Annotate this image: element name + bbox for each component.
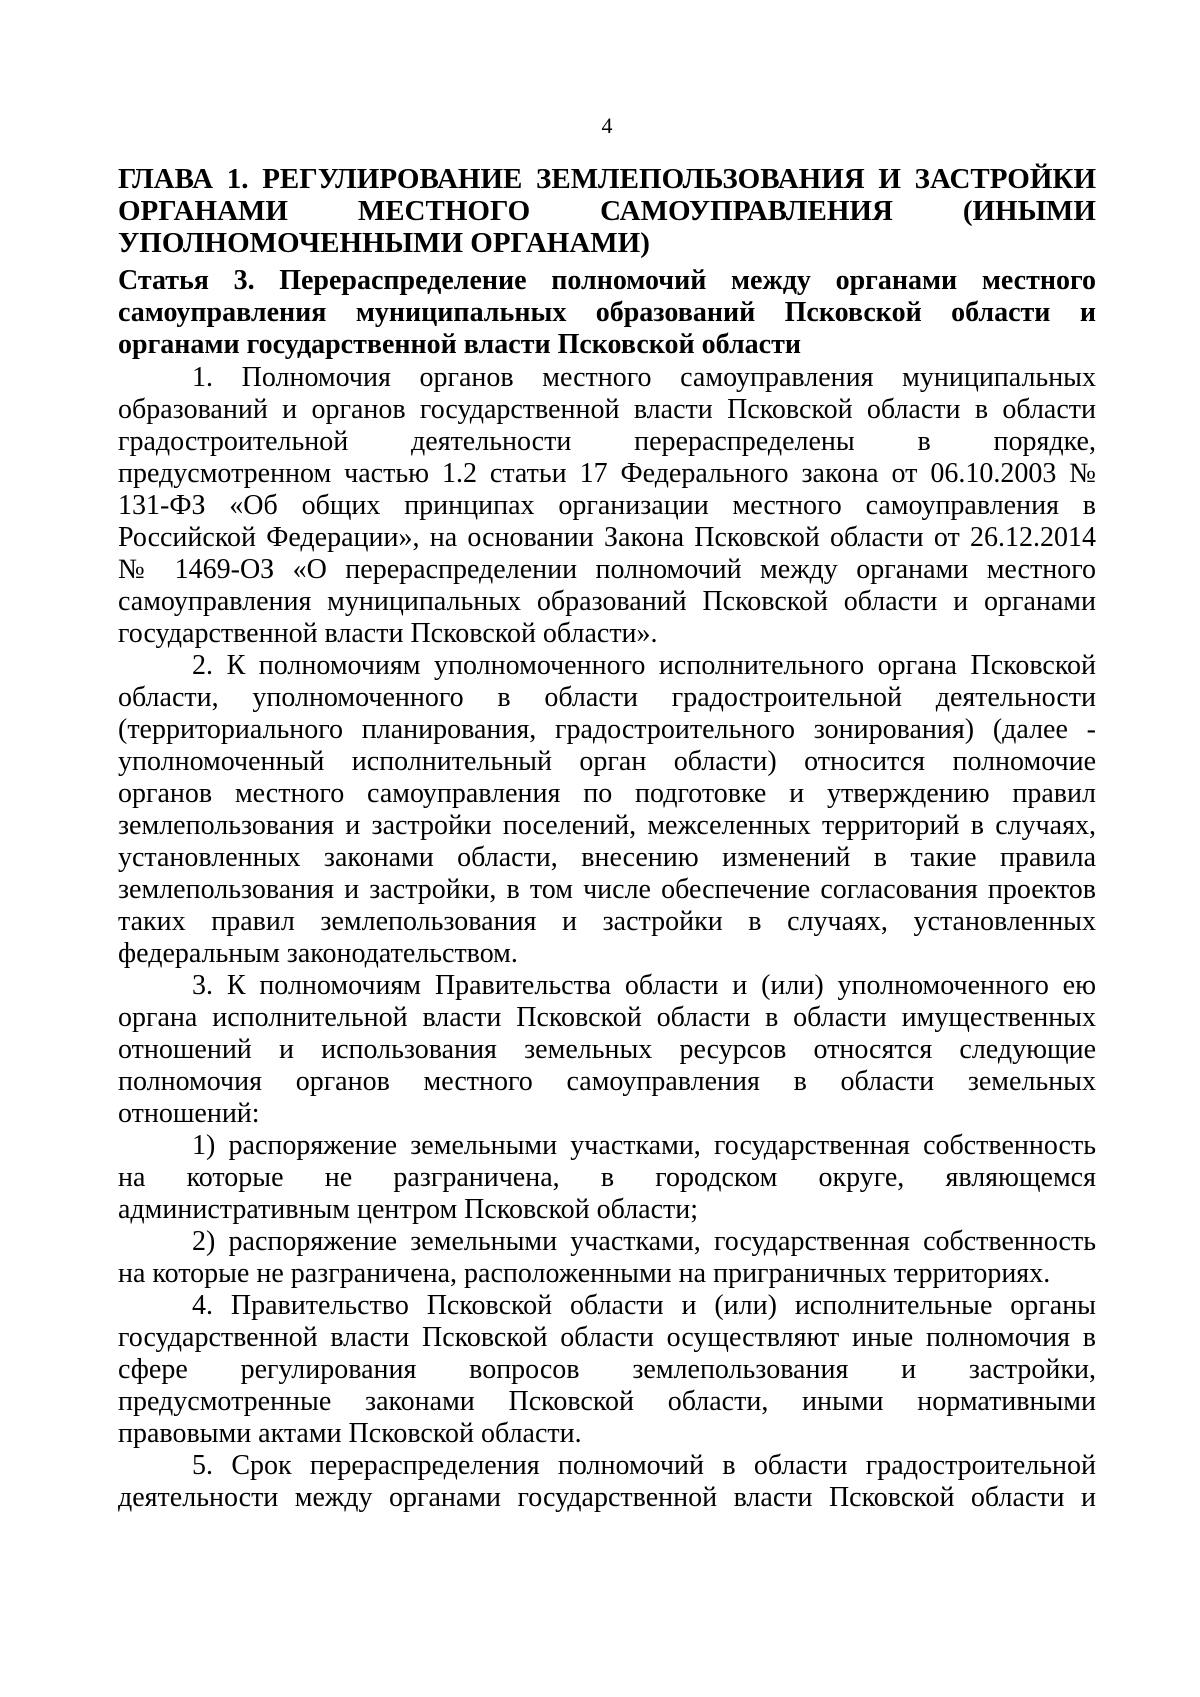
body-line: области, уполномоченного в области градостроительной деятельности	[118, 682, 1096, 713]
body-line: Российской Федерации», на основании Закона Псковской области от 26.12.2014	[118, 522, 1096, 553]
body-line: государственной власти Псковской области».	[118, 618, 658, 649]
body-line: федеральным законодательством.	[118, 938, 518, 969]
body-line: 1) распоряжение земельными участками, государственная собственность	[192, 1130, 1096, 1161]
body-line: 1. Полномочия органов местного самоуправления муниципальных	[192, 362, 1096, 393]
body-line: полномочия органов местного самоуправления в области земельных	[118, 1066, 1096, 1097]
body-line: таких правил землепользования и застройки в случаях, установленных	[118, 906, 1096, 937]
body-line: отношений:	[118, 1098, 260, 1129]
body-line: землепользования и застройки поселений, межселенных территорий в случаях,	[118, 810, 1096, 841]
article-body	[118, 362, 1096, 1514]
chapter-heading	[118, 163, 1096, 259]
body-line: 131-ФЗ «Об общих принципах организации местного самоуправления в	[118, 490, 1096, 521]
body-line: предусмотренном частью 1.2 статьи 17 Федерального закона от 06.10.2003 №	[118, 458, 1096, 489]
chapter-heading-line: ОРГАНАМИ МЕСТНОГО САМОУПРАВЛЕНИЯ (ИНЫМИ	[118, 195, 1096, 227]
body-line: № 1469-ОЗ «О перераспределении полномочий между органами местного	[118, 554, 1096, 585]
chapter-heading-line: УПОЛНОМОЧЕННЫМИ ОРГАНАМИ)	[118, 227, 650, 259]
chapter-heading-line: ГЛАВА 1. РЕГУЛИРОВАНИЕ ЗЕМЛЕПОЛЬЗОВАНИЯ И ЗАСТРОЙКИ	[118, 163, 1096, 195]
body-line: самоуправления муниципальных образований Псковской области и органами	[118, 586, 1096, 617]
body-line: установленных законами области, внесению изменений в такие правила	[118, 842, 1096, 873]
body-line: 2) распоряжение земельными участками, государственная собственность	[192, 1226, 1096, 1257]
body-line: на которые не разграничена, в городском округе, являющемся	[118, 1162, 1096, 1193]
article-heading-line: органами государственной власти Псковской области	[118, 329, 801, 360]
body-line: правовыми актами Псковской области.	[118, 1418, 582, 1449]
body-line: деятельности между органами государственной власти Псковской области и	[118, 1482, 1096, 1513]
body-line: административным центром Псковской области;	[118, 1194, 699, 1225]
article-heading	[118, 265, 1096, 361]
page-number: 4	[601, 113, 613, 138]
body-line: образований и органов государственной власти Псковской области в области	[118, 394, 1096, 425]
body-line: градостроительной деятельности перераспределены в порядке,	[118, 426, 1096, 457]
body-line: 4. Правительство Псковской области и (или) исполнительные органы	[192, 1290, 1096, 1321]
body-line: (территориального планирования, градостроительного зонирования) (далее -	[118, 714, 1096, 745]
article-heading-line: Статья 3. Перераспределение полномочий между органами местного	[118, 265, 1096, 296]
body-line: землепользования и застройки, в том числе обеспечение согласования проектов	[118, 874, 1096, 905]
body-line: государственной власти Псковской области осуществляют иные полномочия в	[118, 1322, 1096, 1353]
body-line: 2. К полномочиям уполномоченного исполнительного органа Псковской	[192, 650, 1096, 681]
body-line: предусмотренные законами Псковской области, иными нормативными	[118, 1386, 1096, 1417]
body-line: органа исполнительной власти Псковской области в области имущественных	[118, 1002, 1096, 1033]
body-line: органов местного самоуправления по подготовке и утверждению правил	[118, 778, 1096, 809]
body-line: отношений и использования земельных ресурсов относятся следующие	[118, 1034, 1096, 1065]
body-line: на которые не разграничена, расположенными на приграничных территориях.	[118, 1258, 1051, 1289]
body-line: 5. Срок перераспределения полномочий в области градостроительной	[192, 1450, 1096, 1481]
body-line: уполномоченный исполнительный орган области) относится полномочие	[118, 746, 1096, 777]
body-line: 3. К полномочиям Правительства области и (или) уполномоченного ею	[192, 970, 1096, 1001]
article-heading-line: самоуправления муниципальных образований Псковской области и	[118, 297, 1096, 328]
body-line: сфере регулирования вопросов землепользования и застройки,	[118, 1354, 1096, 1385]
